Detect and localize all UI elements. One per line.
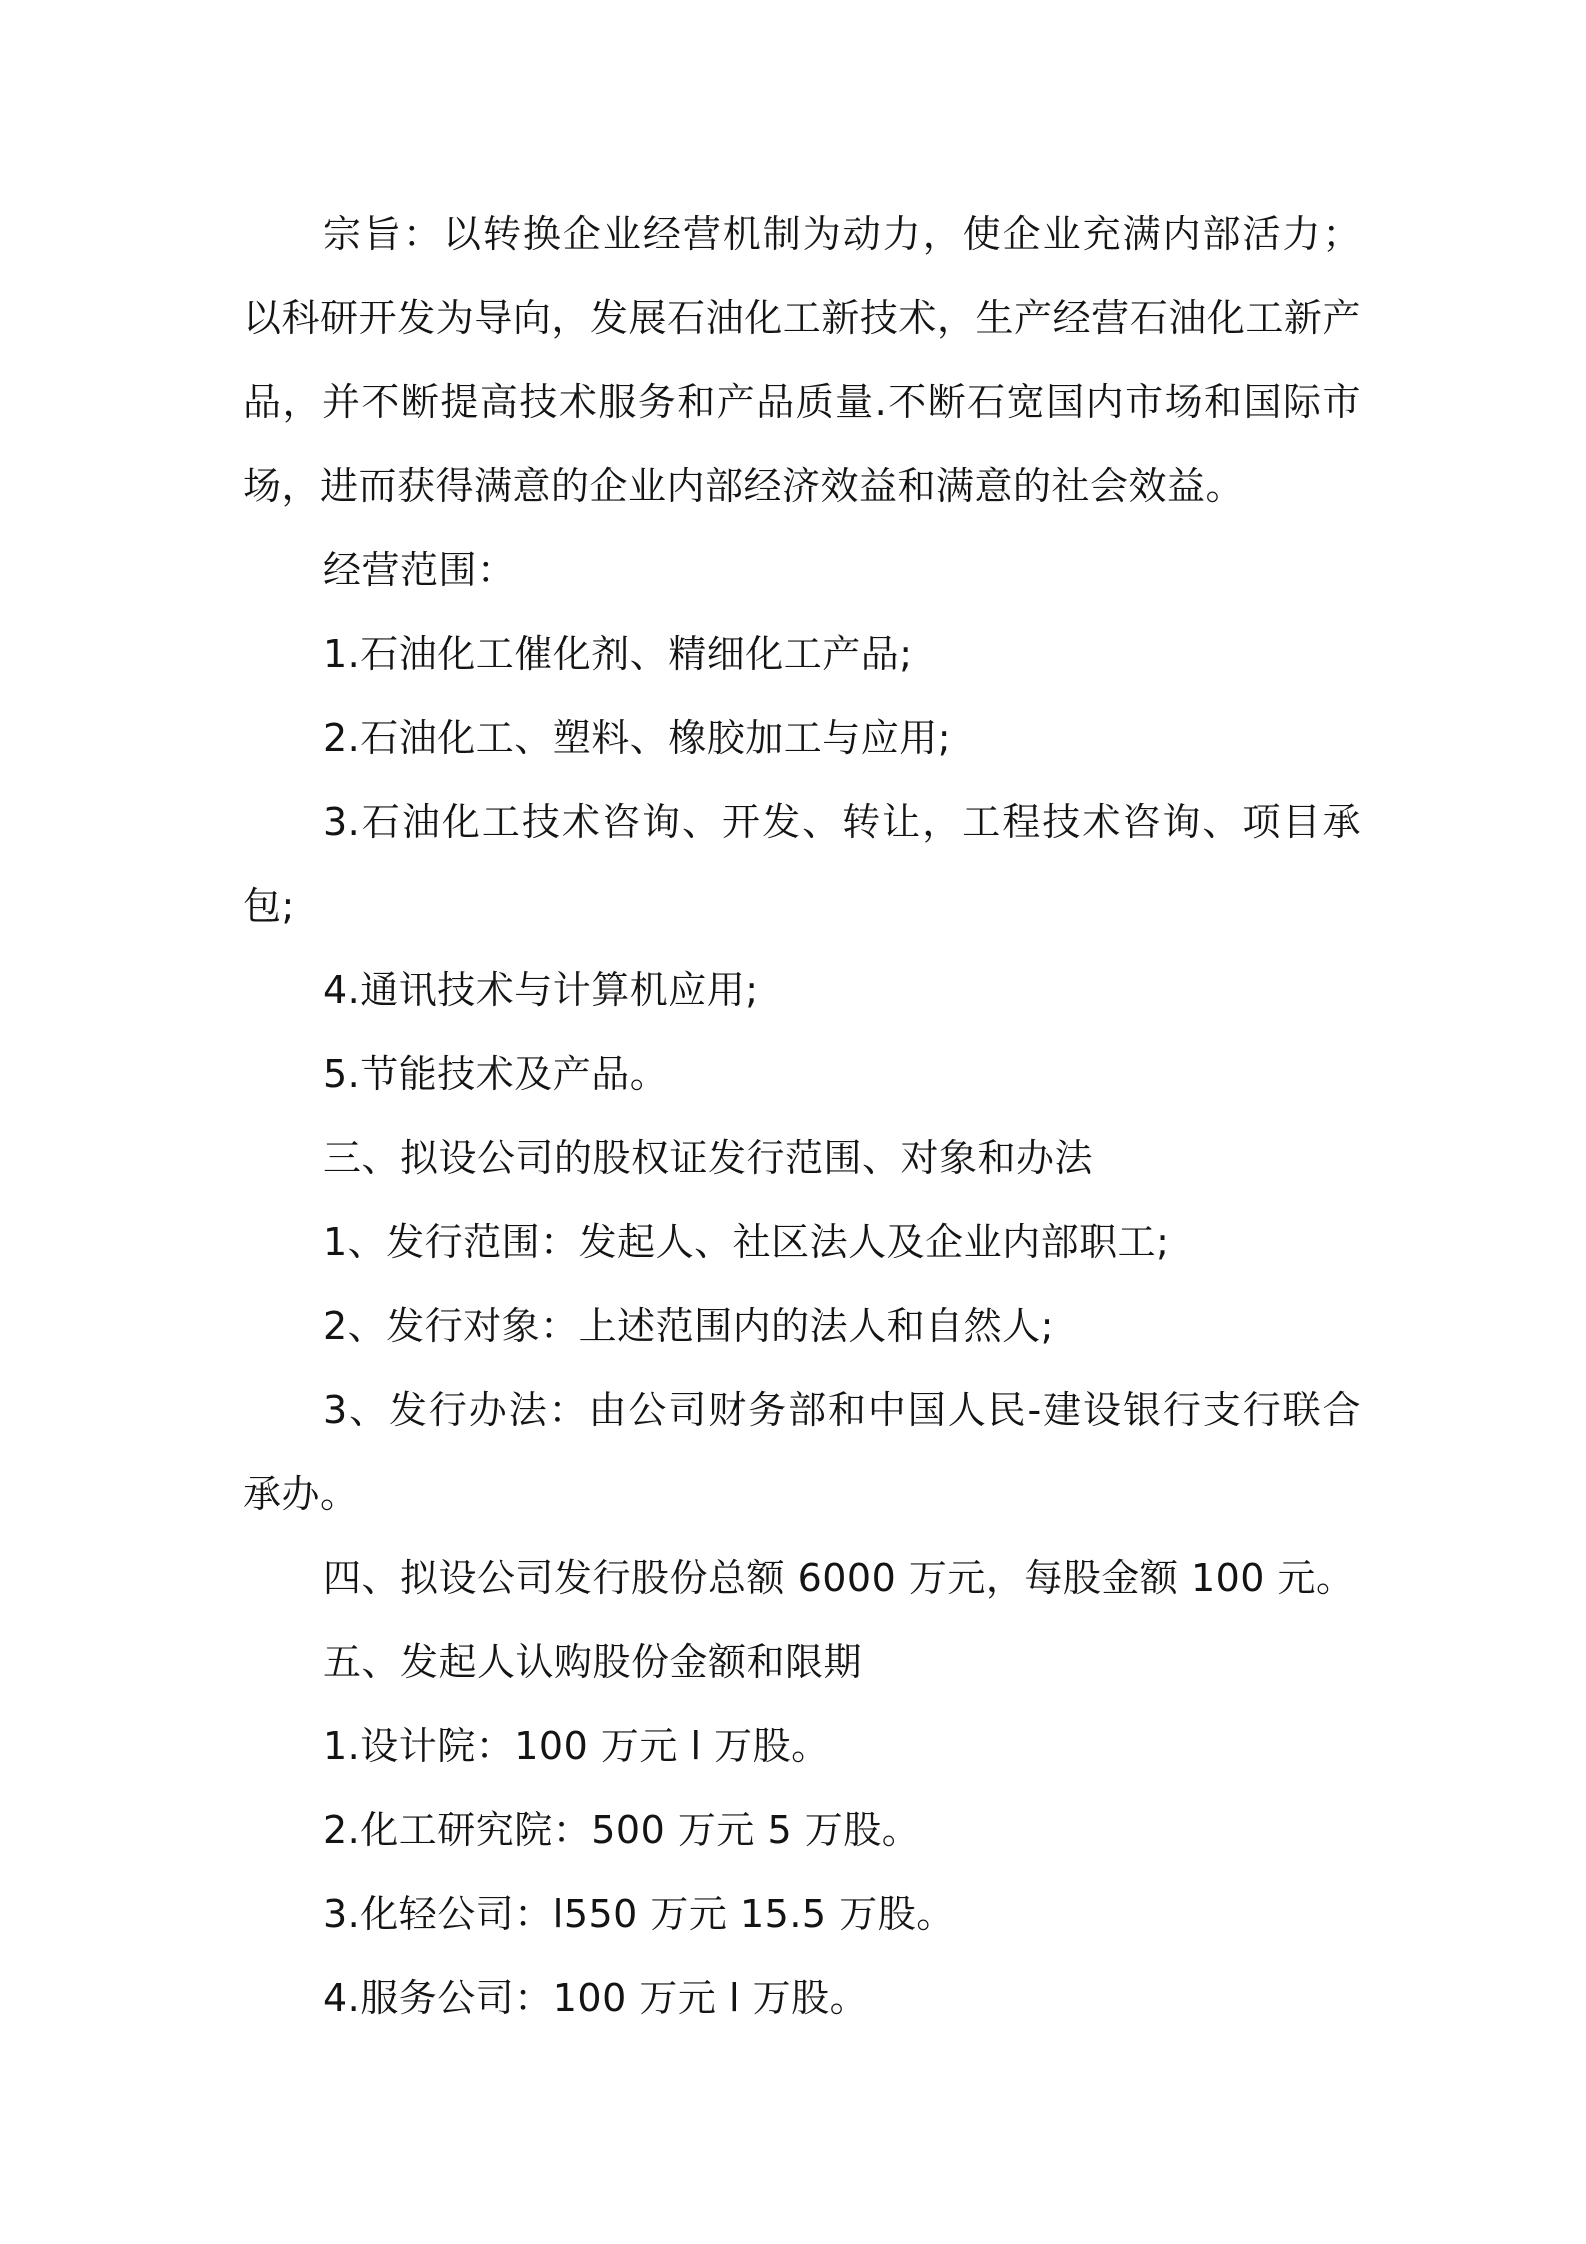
paragraph-issue-target: 2、发行对象：上述范围内的法人和自然人;: [323, 1304, 1054, 1348]
paragraph-scope-item-1: 1.石油化工催化剂、精细化工产品;: [323, 632, 913, 676]
paragraph-issue-method: 3、发行办法：由公司财务部和中国人民-建设银行支行联合承办。: [243, 1388, 1361, 1516]
paragraph-scope-item-5: 5.节能技术及产品。: [323, 1052, 669, 1096]
paragraph-subscriber-3: 3.化轻公司：l550 万元 15.5 万股。: [323, 1892, 955, 1936]
paragraph-business-scope-heading: 经营范围：: [323, 548, 516, 592]
section-heading-5: 五、发起人认购股份金额和限期: [323, 1640, 863, 1684]
paragraph-scope-item-2: 2.石油化工、塑料、橡胶加工与应用;: [323, 716, 952, 760]
section-heading-4: 四、拟设公司发行股份总额 6000 万元，每股金额 100 元。: [323, 1556, 1355, 1600]
document-body: [243, 192, 1361, 2040]
paragraph-scope-item-3: 3.石油化工技术咨询、开发、转让，工程技术咨询、项目承包;: [243, 800, 1361, 928]
paragraph-subscriber-2: 2.化工研究院：500 万元 5 万股。: [323, 1808, 921, 1852]
section-heading-3: 三、拟设公司的股权证发行范围、对象和办法: [323, 1136, 1094, 1180]
paragraph-subscriber-1: 1.设计院：100 万元 l 万股。: [323, 1724, 830, 1768]
paragraph-scope-item-4: 4.通讯技术与计算机应用;: [323, 968, 759, 1012]
paragraph-purpose: 宗旨：以转换企业经营机制为动力，使企业充满内部活力；以科研开发为导向，发展石油化工新技术，生产经营石油化工新产品，并不断提高技术服务和产品质量.不断石宽国内市场和国际市场，进而获得满意的企业内部经济效益和满意的社会效益。: [243, 212, 1361, 508]
paragraph-issue-scope: 1、发行范围：发起人、社区法人及企业内部职工;: [323, 1220, 1170, 1264]
paragraph-subscriber-4: 4.服务公司：100 万元 l 万股。: [323, 1976, 869, 2020]
